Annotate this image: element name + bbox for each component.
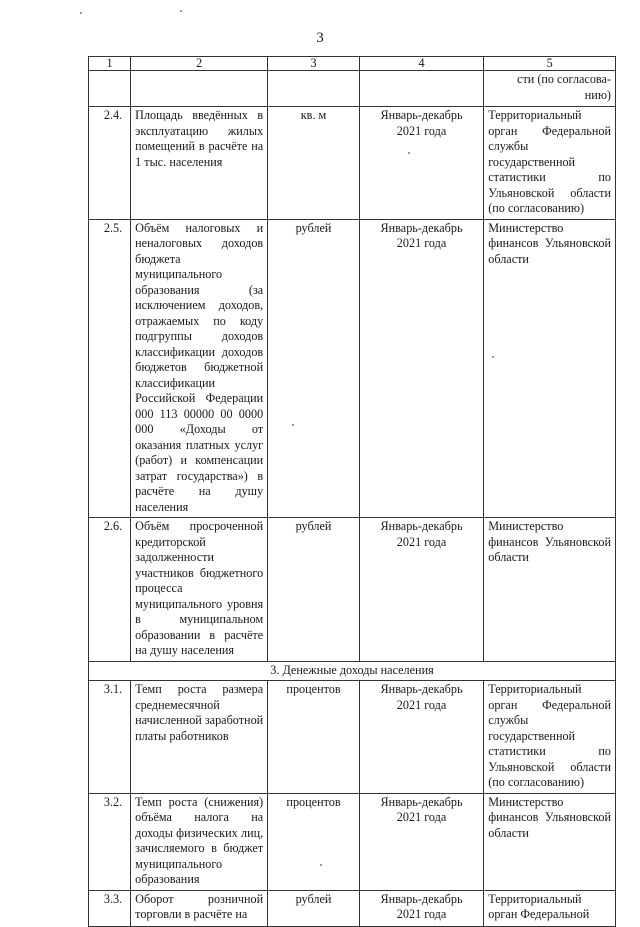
column-header: 3 <box>268 57 360 71</box>
section-title: 3. Денежные доходы населения <box>89 661 616 681</box>
indicator-cell: Площадь введённых в эксплуатацию жилых помещений в расчёте на 1 тыс. населения <box>131 107 268 220</box>
scan-speck <box>292 424 294 426</box>
scan-speck <box>80 12 82 14</box>
row-number-cell: 2.4. <box>89 107 131 220</box>
unit-cell: процентов <box>268 681 360 794</box>
scan-speck <box>180 10 182 12</box>
row-number-cell <box>89 71 131 107</box>
unit-cell: кв. м <box>268 107 360 220</box>
table-row <box>89 890 616 926</box>
scan-speck <box>320 864 322 866</box>
period-cell: Январь-декабрь 2021 года <box>359 681 483 794</box>
source-cell: Министерство финансов Ульяновской области <box>484 793 616 890</box>
scan-speck <box>492 356 494 358</box>
unit-cell: рублей <box>268 890 360 926</box>
unit-cell: рублей <box>268 518 360 662</box>
column-header: 2 <box>131 57 268 71</box>
table-row <box>89 681 616 794</box>
row-number-cell: 3.2. <box>89 793 131 890</box>
indicator-cell: Объём просроченной кредиторской задолженности участников бюджетного процесса муниципального уровня в муниципальном образовании в расчёте на душу населения <box>131 518 268 662</box>
unit-cell: рублей <box>268 219 360 518</box>
column-header: 5 <box>484 57 616 71</box>
section-row <box>89 661 616 681</box>
scan-speck <box>408 152 410 154</box>
source-cell: сти (по согласова- нию) <box>484 71 616 107</box>
row-number-cell: 3.1. <box>89 681 131 794</box>
indicator-cell: Темп роста (снижения) объёма налога на доходы физических лиц, зачисляемого в бюджет муниципального образования <box>131 793 268 890</box>
row-number-cell: 2.6. <box>89 518 131 662</box>
indicator-cell: Объём налоговых и неналоговых доходов бюджета муниципального образования (за исключением доходов, отражаемых по коду подгруппы доходов классификации доходов бюджетов бюджетной классификации Российской Федерации 000 113 00000 00 0000 000 «Доходы от оказания платных услуг (работ) и компенсации затрат государства») в расчёте на душу населения <box>131 219 268 518</box>
table-row <box>89 107 616 220</box>
table-row <box>89 71 616 107</box>
period-cell: Январь-декабрь 2021 года <box>359 107 483 220</box>
indicator-cell <box>131 71 268 107</box>
source-cell: Территориальный орган Федеральной службы государственной статистики по Ульяновской области (по согласованию) <box>484 681 616 794</box>
unit-cell <box>268 71 360 107</box>
source-cell: Территориальный орган Федеральной <box>484 890 616 926</box>
period-cell: Январь-декабрь 2021 года <box>359 219 483 518</box>
indicator-cell: Темп роста размера среднемесячной начисленной заработной платы работников <box>131 681 268 794</box>
page-number: 3 <box>316 30 324 46</box>
period-cell: Январь-декабрь 2021 года <box>359 890 483 926</box>
row-number-cell: 2.5. <box>89 219 131 518</box>
column-header: 4 <box>359 57 483 71</box>
source-cell: Министерство финансов Ульяновской области <box>484 518 616 662</box>
indicators-table <box>88 56 616 927</box>
source-cell: Территориальный орган Федеральной службы государственной статистики по Ульяновской области (по согласованию) <box>484 107 616 220</box>
table-row <box>89 219 616 518</box>
row-number-cell: 3.3. <box>89 890 131 926</box>
period-cell: Январь-декабрь 2021 года <box>359 518 483 662</box>
header-row <box>89 57 616 71</box>
table-row <box>89 518 616 662</box>
table-row <box>89 793 616 890</box>
indicator-cell: Оборот розничной торговли в расчёте на <box>131 890 268 926</box>
column-header: 1 <box>89 57 131 71</box>
unit-cell: процентов <box>268 793 360 890</box>
period-cell: Январь-декабрь 2021 года <box>359 793 483 890</box>
source-cell: Министерство финансов Ульяновской области <box>484 219 616 518</box>
period-cell <box>359 71 483 107</box>
